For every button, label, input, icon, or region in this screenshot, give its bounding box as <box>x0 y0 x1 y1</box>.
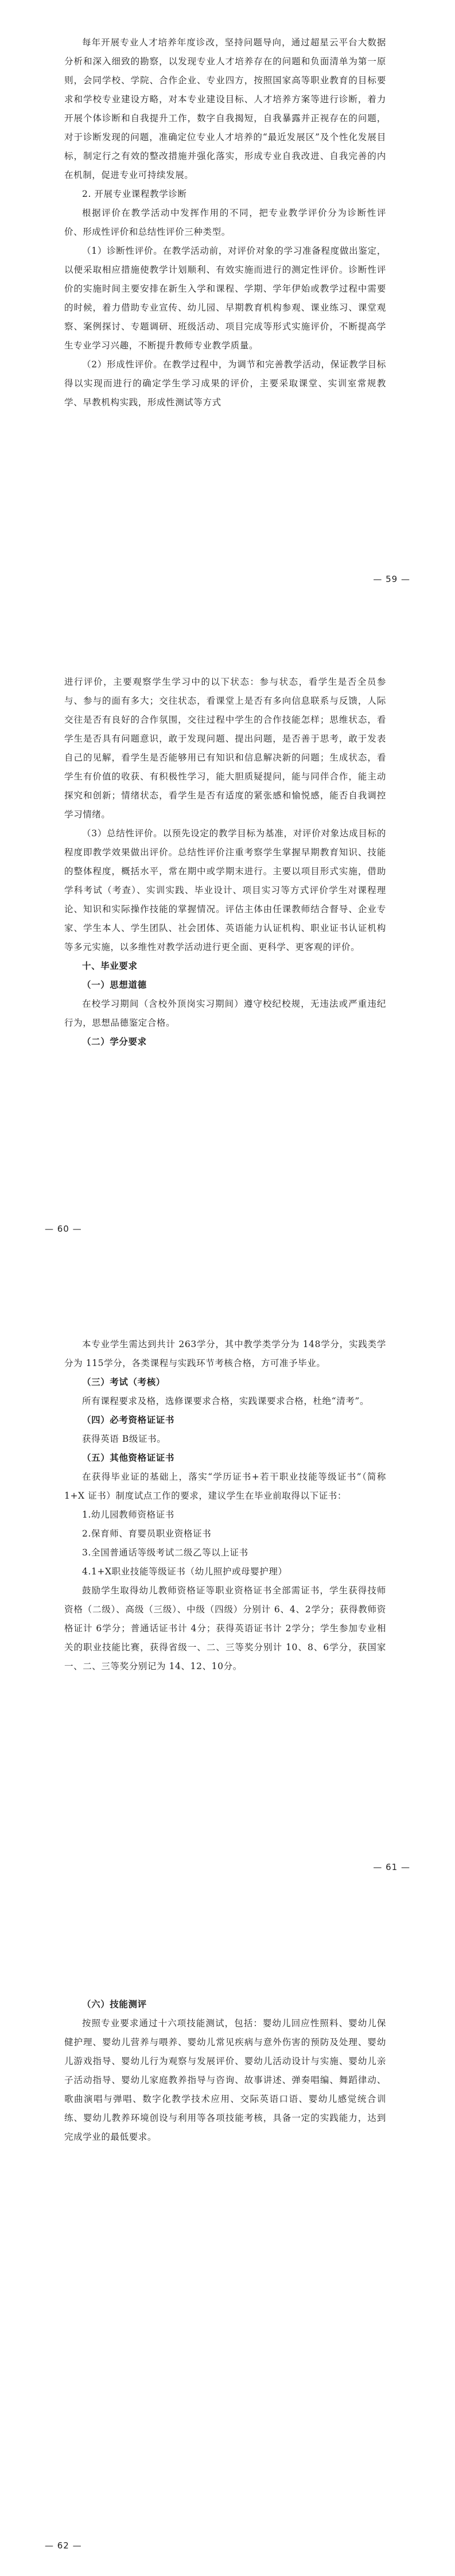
document-page-62 <box>0 1932 455 2576</box>
paragraph: 每年开展专业人才培养年度诊改，坚持问题导向，通过超星云平台大数据分析和深入细致的勘察，以发现专业人才培养存在的问题和负面清单为第一原则，会同学校、学院、合作企业、专业四方，按照国家高等职业教育的目标要求和学校专业建设方略，对本专业建设目标、人才培养方案等进行诊断，着力开展个体诊断和自我提升工作，数字自我揭短，自我暴露并正视存在的问题，对于诊断发现的问题，准确定位专业人才培养的“最近发展区”及个性化发展目标，制定行之有效的整改措施并强化落实，形成专业自我改进、自我完善的内在机制，促进专业可持续发展。 <box>64 37 386 180</box>
page-60-body <box>64 673 386 1052</box>
document-page-59 <box>0 0 455 644</box>
list-item: 1.幼儿园教师资格证书 <box>82 1510 174 1520</box>
subsection-heading: （三）考试（考核） <box>82 1377 165 1387</box>
paragraph: 所有课程要求及格，选修课要求合格，实践课要求合格，杜绝“清考”。 <box>82 1396 370 1406</box>
subsection-heading: （二）学分要求 <box>82 1037 147 1047</box>
paragraph: 在获得毕业证的基础上，落实“学历证书+若干职业技能等级证书”（简称 1+X 证书）制度试点工作的要求，建议学生在毕业前取得以下证书： <box>64 1472 386 1501</box>
paragraph: 获得英语 B级证书。 <box>82 1434 166 1444</box>
document-page-61 <box>0 1288 455 1932</box>
page-number: — 62 — <box>45 2540 82 2551</box>
paragraph: 本专业学生需达到共计 263学分，其中教学类学分为 148学分，实践类学分为 115学分，各类课程与实践环节考核合格，方可准予毕业。 <box>64 1339 386 1368</box>
page-number: — 61 — <box>373 1862 410 1872</box>
subsection-heading: （一）思想道德 <box>82 980 147 990</box>
subsection-heading: （四）必考资格证证书 <box>82 1415 175 1425</box>
document-page-60 <box>0 644 455 1288</box>
page-59-body <box>64 33 386 412</box>
paragraph: 按照专业要求通过十六项技能测试，包括：婴幼儿回应性照料、婴幼儿保健护理、婴幼儿营养与喂养、婴幼儿常见疾病与意外伤害的预防及处理、婴幼儿游戏指导、婴幼儿行为观察与发展评价、婴幼儿活动设计与实施、婴幼儿亲子活动指导、婴幼儿家庭教养指导与咨询、故事讲述、弹奏唱编、舞蹈律动、歌曲演唱与弹唱、数字化教学技术应用、交际英语口语、婴幼儿感觉统合训练、婴幼儿教养环境创设与利用等各项技能考核，具备一定的实践能力，达到完成学业的最低要求。 <box>64 2018 386 2142</box>
paragraph: 鼓励学生取得幼儿教师资格证等职业资格证书全部需证书，学生获得技师资格（二级）、高级（三级）、中级（四级）分别计 6、4、2学分；获得教师资格证计 6学分；普通话证书计 4分；获得英语证书计 2学分；学生参加专业相关的职业技能比赛，获得省级一、二、三等奖分别计 10、8、6学分，获国家一、二、三等奖分别记为 14、12、10分。 <box>64 1585 386 1671</box>
paragraph: 在校学习期间（含校外顶岗实习期间）遵守校纪校规，无违法或严重违纪行为，思想品德鉴定合格。 <box>64 999 386 1028</box>
list-item: 3.全国普通话等级考试二级乙等以上证书 <box>82 1547 248 1558</box>
paragraph: 进行评价，主要观察学生学习中的以下状态：参与状态，看学生是否全员参与、参与的面有多大；交往状态，看课堂上是否有多向信息联系与反馈，人际交往是否有良好的合作氛围，交往过程中学生的合作技能怎样；思维状态，看学生是否具有问题意识，敢于发现问题、提出问题，是否善于思考，敢于发表自己的见解，看学生是否能够用已有知识和信息解决新的问题；生成状态，看学生有价值的收获、有积极性学习，能大胆质疑提问，能与同伴合作，能主动探究和创新；情绪状态，看学生是否有适度的紧张感和愉悦感，能否自我调控学习情绪。 <box>64 677 386 820</box>
paragraph: 根据评价在教学活动中发挥作用的不同，把专业教学评价分为诊断性评价、形成性评价和总结性评价三种类型。 <box>64 208 386 237</box>
page-61-body <box>64 1335 386 1676</box>
page-number: — 59 — <box>373 574 410 584</box>
list-item: 4.1+X职业技能等级证书（幼儿照护或母婴护理） <box>82 1566 287 1577</box>
list-item: 2.保育师、育婴员职业资格证书 <box>82 1528 212 1539</box>
page-number: — 60 — <box>45 1224 82 1234</box>
paragraph: （1）诊断性评价。在教学活动前，对评价对象的学习准备程度做出鉴定，以便采取相应措施使教学计划顺利、有效实施而进行的测定性评价。诊断性评价的实施时间主要安排在新生入学和课程、学期、学年伊始或教学过程中需要的时候，着力借助专业宣传、幼儿园、早期教育机构参观、课业练习、课堂观察、案例探讨、专题调研、班级活动、项目完成等形式实施评价，不断提高学生专业学习兴趣，不断提升教师专业教学质量。 <box>64 246 386 351</box>
paragraph: （3）总结性评价。以预先设定的教学目标为基准，对评价对象达成目标的程度即教学效果做出评价。总结性评价注重考察学生掌握早期教育知识、技能的整体程度，概括水平，常在期中或学期末进行。主要以项目形式实施，借助学科考试（考查）、实训实践、毕业设计、项目实习等方式评价学生对课程理论、知识和实际操作技能的掌握情况。评估主体由任课教师结合督导、企业专家、学生本人、学生团队、社会团体、英语能力认证机构、职业证书认证机构等多元实施，以多维性对教学活动进行更全面、更科学、更客观的评价。 <box>64 828 386 952</box>
section-heading: 十、毕业要求 <box>82 961 138 971</box>
page-62-body <box>64 1995 386 2147</box>
section-subheading: 2. 开展专业课程教学诊断 <box>82 189 187 199</box>
subsection-heading: （六）技能测评 <box>82 1999 147 2009</box>
subsection-heading: （五）其他资格证证书 <box>82 1453 175 1463</box>
paragraph: （2）形成性评价。在教学过程中，为调节和完善教学活动，保证教学目标得以实现而进行的确定学生学习成果的评价，主要采取课堂、实训室常规教学、早教机构实践，形成性测试等方式 <box>64 359 386 408</box>
